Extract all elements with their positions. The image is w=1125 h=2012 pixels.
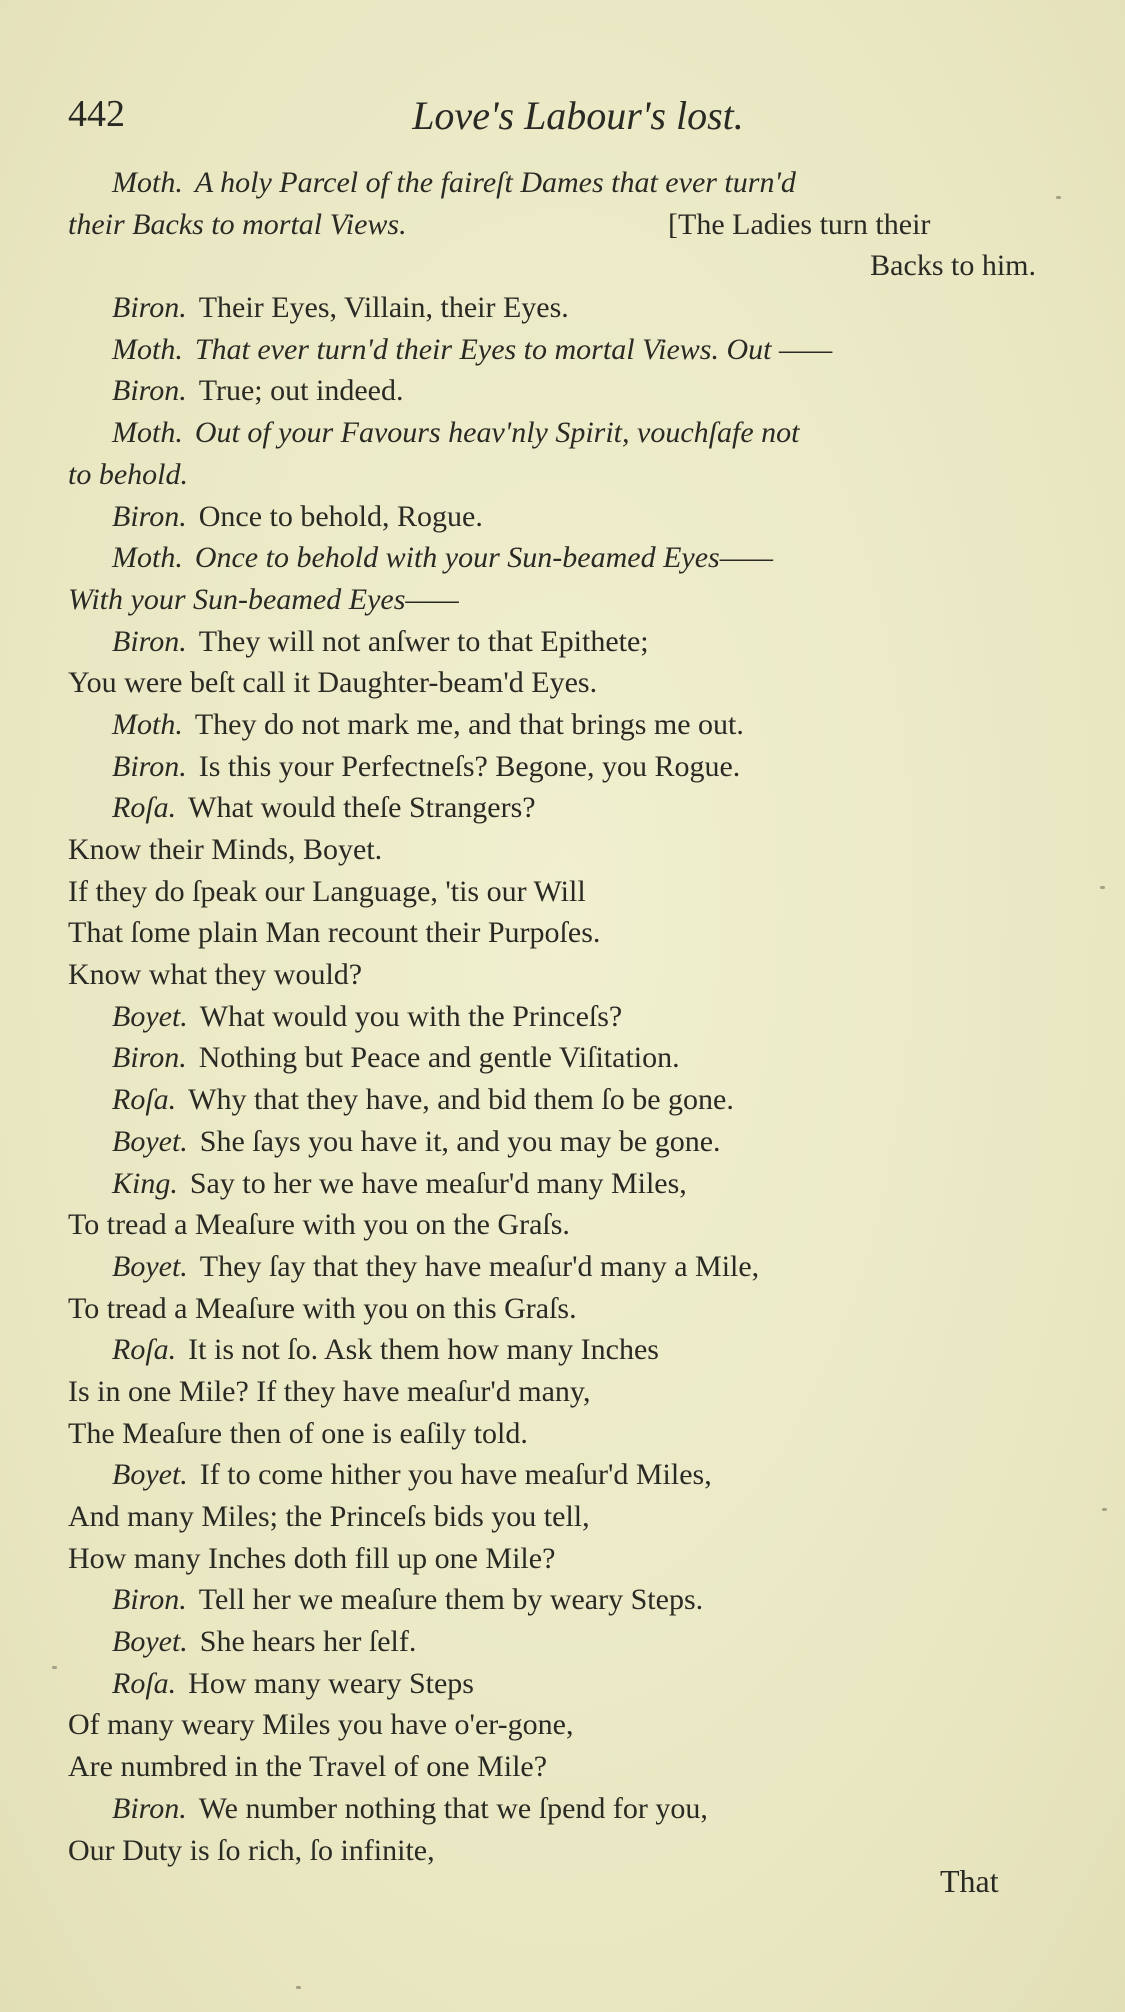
line-text: Is in one Mile? If they have meaſur'd many, — [68, 1374, 591, 1408]
running-title: Love's Labour's lost. — [412, 93, 744, 138]
line-text: We number nothing that we ſpend for you, — [198, 1791, 708, 1825]
speaker-name: Biron. — [112, 291, 187, 325]
line-text: To tread a Meaſure with you on the Graſs. — [68, 1208, 570, 1242]
text-line — [68, 537, 1068, 579]
speaker-name: Biron. — [112, 499, 187, 533]
speaker-name: Roſa. — [112, 1333, 177, 1367]
speaker-name: Boyet. — [112, 1458, 188, 1492]
stage-direction: [The Ladies turn their — [668, 207, 931, 241]
line-text: Of many weary Miles you have o'er-gone, — [68, 1708, 574, 1742]
text-line — [68, 454, 1068, 496]
line-text: Tell her we meaſure them by weary Steps. — [198, 1583, 704, 1617]
line-text: Their Eyes, Villain, their Eyes. — [198, 291, 569, 325]
text-line — [68, 1329, 1068, 1371]
line-text: Nothing but Peace and gentle Viſitation. — [198, 1041, 680, 1075]
speaker-name: Roſa. — [112, 1083, 177, 1117]
speaker-name: Roſa. — [112, 1666, 177, 1700]
line-text: What would theſe Strangers? — [188, 791, 536, 825]
line-text: They do not mark me, and that brings me out. — [194, 707, 744, 741]
line-text: They ſay that they have meaſur'd many a Mile, — [199, 1249, 760, 1283]
text-line — [68, 1621, 1068, 1663]
speaker-name: King. — [112, 1166, 178, 1200]
paper-speck — [1056, 196, 1061, 199]
text-line — [68, 829, 1068, 871]
text-line — [68, 287, 1068, 329]
line-text: They will not anſwer to that Epithete; — [198, 624, 649, 658]
text-line — [68, 1121, 1068, 1163]
text-line — [68, 1163, 1068, 1205]
text-line — [68, 1663, 1068, 1705]
line-text: Backs to him. — [870, 249, 1036, 283]
line-text: The Meaſure then of one is eaſily told. — [68, 1416, 528, 1450]
text-line — [68, 996, 1068, 1038]
text-line — [68, 1204, 1068, 1246]
line-text: to behold. — [68, 457, 188, 491]
speaker-name: Moth. — [112, 166, 183, 199]
paper-speck — [1100, 886, 1105, 889]
text-line — [68, 1246, 1068, 1288]
text-line — [68, 1538, 1068, 1580]
line-text: That ſome plain Man recount their Purpoſes. — [68, 916, 601, 950]
line-text: With your Sun-beamed Eyes—— — [68, 582, 459, 616]
speaker-name: Moth. — [112, 332, 183, 366]
line-text: Why that they have, and bid them ſo be gone. — [188, 1083, 734, 1117]
page-number: 442 — [68, 93, 125, 135]
catchword: That — [940, 1863, 999, 1899]
text-line — [68, 1413, 1068, 1455]
speaker-name: Moth. — [112, 541, 183, 575]
text-line — [68, 704, 1068, 746]
speaker-name: Biron. — [112, 749, 187, 783]
stage-direction-continued — [68, 245, 1068, 287]
line-text: Our Duty is ſo rich, ſo infinite, — [68, 1833, 435, 1867]
line-text: Is this your Perfectneſs? Begone, you Rogue. — [198, 749, 741, 783]
speaker-name: Biron. — [112, 1583, 187, 1617]
line-text: Once to behold, Rogue. — [198, 499, 483, 533]
text-line — [68, 412, 1068, 454]
speaker-name: Biron. — [112, 1041, 187, 1075]
text-line — [68, 787, 1068, 829]
line-text: A holy Parcel of the faireſt Dames that ever turn'd — [194, 166, 796, 199]
text-line — [68, 496, 1068, 538]
text-line — [68, 662, 1068, 704]
speaker-name: Moth. — [112, 707, 183, 741]
line-text: To tread a Meaſure with you on this Graſs. — [68, 1291, 577, 1325]
text-line — [68, 746, 1068, 788]
speaker-name: Boyet. — [112, 999, 188, 1033]
line-text: That ever turn'd their Eyes to mortal Views. Out —— — [194, 332, 833, 366]
line-text: And many Miles; the Princeſs bids you tell, — [68, 1500, 590, 1533]
line-text: What would you with the Princeſs? — [199, 999, 623, 1033]
text-line — [68, 579, 1068, 621]
line-text: If they do ſpeak our Language, 'tis our Will — [68, 874, 586, 908]
line-text: True; out indeed. — [198, 374, 404, 408]
line-text: If to come hither you have meaſur'd Miles, — [199, 1458, 712, 1492]
text-line — [68, 1746, 1068, 1788]
line-text: How many weary Steps — [188, 1666, 474, 1700]
text-line — [68, 1496, 1068, 1538]
line-text: How many Inches doth fill up one Mile? — [68, 1541, 556, 1575]
text-line — [68, 370, 1068, 412]
line-text: their Backs to mortal Views. — [68, 207, 407, 241]
text-line — [68, 621, 1068, 663]
paper-speck — [1102, 1508, 1107, 1511]
text-line — [68, 954, 1068, 996]
speaker-name: Boyet. — [112, 1625, 188, 1659]
text-line — [68, 204, 1068, 246]
speaker-name: Roſa. — [112, 791, 177, 825]
line-text: Know their Minds, Boyet. — [68, 833, 383, 866]
line-text: She hears her ſelf. — [199, 1625, 417, 1659]
text-line — [68, 1704, 1068, 1746]
text-line — [68, 329, 1068, 371]
paper-speck — [52, 1666, 57, 1669]
speaker-name: Moth. — [112, 416, 183, 450]
speaker-name: Boyet. — [112, 1249, 188, 1283]
line-text: Are numbred in the Travel of one Mile? — [68, 1750, 548, 1784]
text-line — [68, 1037, 1068, 1079]
line-text: Out of your Favours heav'nly Spirit, vouchſafe not — [194, 416, 800, 450]
text-line — [68, 1830, 1068, 1872]
text-line — [68, 1579, 1068, 1621]
text-line — [68, 1079, 1068, 1121]
paper-speck — [296, 1986, 301, 1989]
speaker-name: Biron. — [112, 624, 187, 658]
line-text: Once to behold with your Sun-beamed Eyes—— — [194, 541, 774, 575]
text-line — [68, 871, 1068, 913]
line-text: Know what they would? — [68, 958, 363, 992]
line-text: She ſays you have it, and you may be gone. — [199, 1124, 721, 1158]
play-text — [68, 162, 1068, 1871]
line-text: You were beſt call it Daughter-beam'd Eyes. — [68, 666, 598, 700]
text-line — [68, 1454, 1068, 1496]
line-text: It is not ſo. Ask them how many Inches — [188, 1333, 659, 1367]
text-line — [68, 1788, 1068, 1830]
speaker-name: Boyet. — [112, 1124, 188, 1158]
speaker-name: Biron. — [112, 374, 187, 408]
text-line — [68, 1288, 1068, 1330]
text-line — [68, 1371, 1068, 1413]
text-line — [68, 912, 1068, 954]
line-text: Say to her we have meaſur'd many Miles, — [189, 1166, 687, 1200]
text-line — [68, 162, 1068, 204]
speaker-name: Biron. — [112, 1791, 187, 1825]
page-header — [68, 92, 1058, 152]
